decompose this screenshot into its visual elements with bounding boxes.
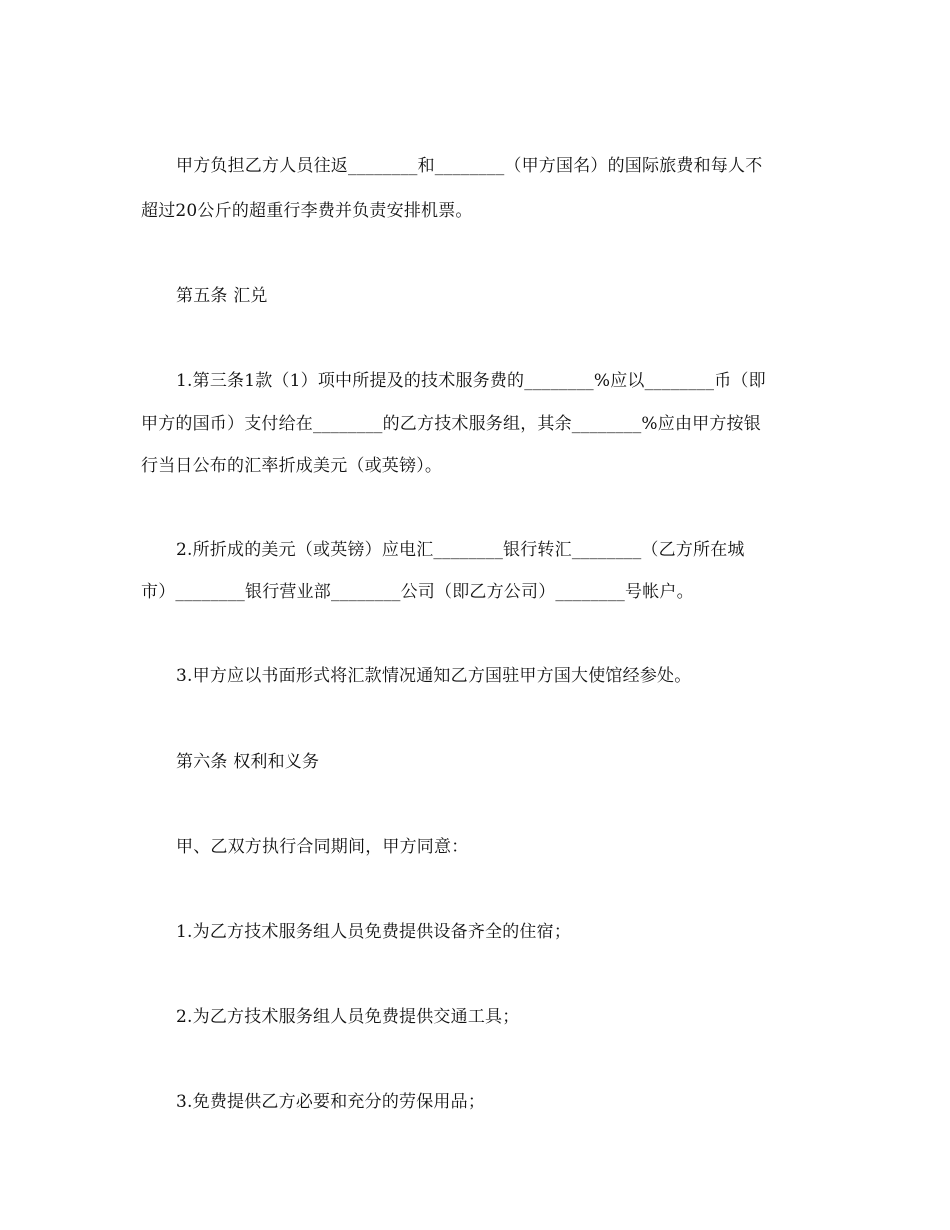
list-item-safety-supplies: 3.免费提供乙方必要和充分的劳保用品； [176, 1092, 486, 1112]
paragraph-exchange-1-line-2: 甲方的国币）支付给在________的乙方技术服务组，其余________%应由甲方按银 [141, 414, 761, 434]
heading-article-6: 第六条 权利和义务 [176, 752, 320, 772]
paragraph-travel-line-2: 超过20公斤的超重行李费并负责安排机票。 [141, 201, 473, 221]
list-item-accommodation: 1.为乙方技术服务组人员免费提供设备齐全的住宿； [176, 922, 572, 942]
paragraph-exchange-3: 3.甲方应以书面形式将汇款情况通知乙方国驻甲方国大使馆经参处。 [176, 666, 692, 686]
paragraph-exchange-1-line-1: 1.第三条1款（1）项中所提及的技术服务费的________%应以________币（即 [176, 371, 766, 391]
paragraph-rights-intro: 甲、乙双方执行合同期间，甲方同意： [176, 837, 469, 857]
paragraph-exchange-2-line-1: 2.所折成的美元（或英镑）应电汇________银行转汇________（乙方所在城 [176, 540, 745, 560]
heading-article-5: 第五条 汇兑 [176, 286, 268, 306]
paragraph-travel-line-1: 甲方负担乙方人员往返________和________（甲方国名）的国际旅费和每人不 [176, 156, 763, 176]
paragraph-exchange-1-line-3: 行当日公布的汇率折成美元（或英镑）。 [141, 456, 443, 476]
paragraph-exchange-2-line-2: 市）________银行营业部________公司（即乙方公司）________号帐户。 [141, 582, 694, 602]
list-item-transport: 2.为乙方技术服务组人员免费提供交通工具； [176, 1007, 520, 1027]
